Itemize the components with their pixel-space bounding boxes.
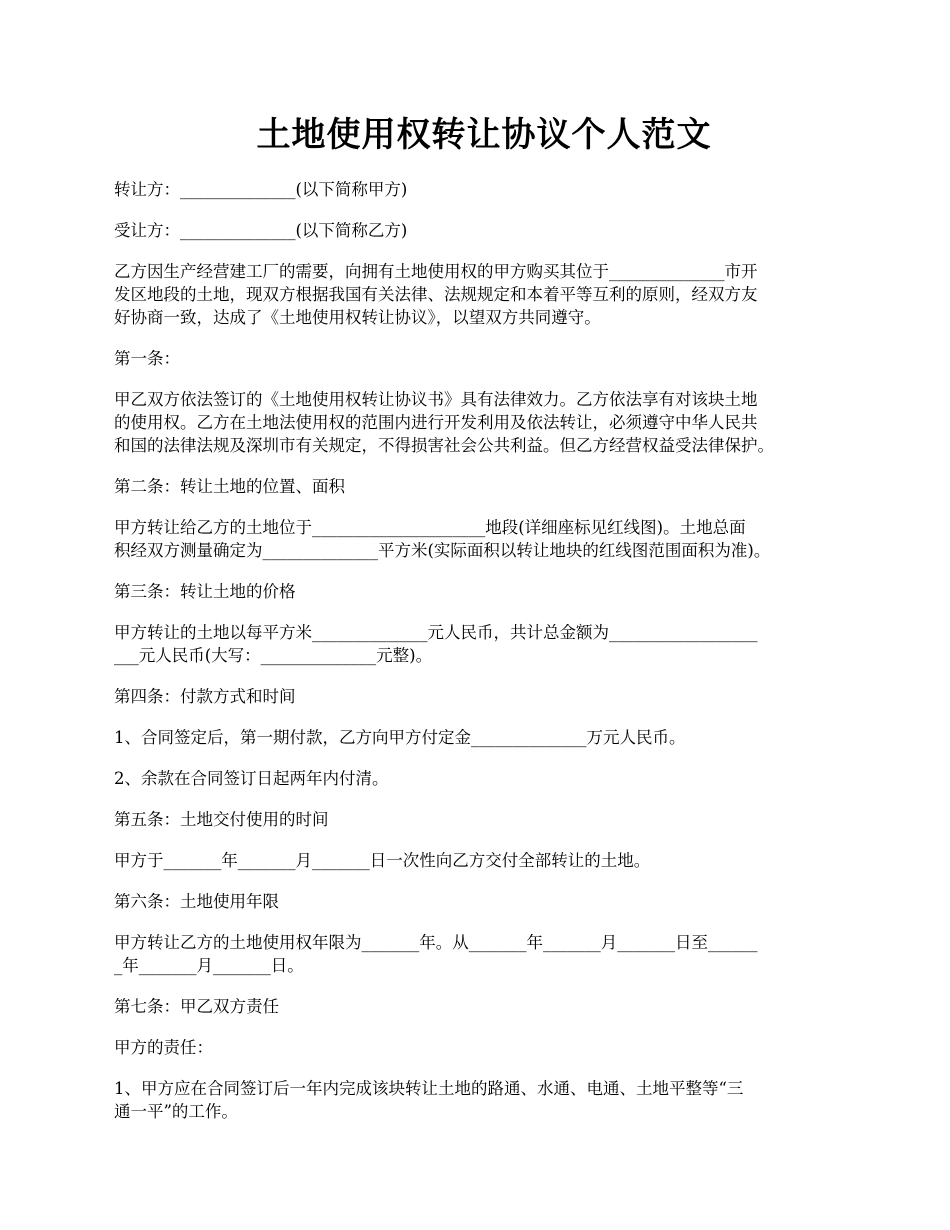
party-a-duty-1: 1、甲方应在合同签订后一年内完成该块转让土地的路通、水通、电通、土地平整等“三 通一平”的工作。	[114, 1079, 744, 1121]
article-2-heading: 第二条：转让土地的位置、面积	[114, 477, 345, 496]
party-a-duties-heading: 甲方的责任：	[114, 1038, 213, 1057]
article-3-body: 甲方转让的土地以每平方米______________元人民币，共计总金额为__________________ ___元人民币(大写：______________元整)。	[114, 623, 758, 665]
article-5-heading: 第五条：土地交付使用的时间	[114, 810, 329, 829]
party-a-line: 转让方：______________(以下简称甲方)	[114, 180, 408, 199]
article-6-body: 甲方转让乙方的土地使用权年限为_______年。从_______年_______月_______日至______ _年_______月_______日。	[114, 933, 758, 975]
document-page	[114, 110, 854, 1141]
party-b-line: 受让方：______________(以下简称乙方)	[114, 221, 408, 240]
preamble-paragraph: 乙方因生产经营建工厂的需要，向拥有土地使用权的甲方购买其位于______________市开 发区地段的土地，现双方根据我国有关法律、法规规定和本着平等互利的原则，经双方友 好协商一致，达成了《土地使用权转让协议》，以望双方共同遵守。	[114, 262, 758, 327]
article-6-heading: 第六条：土地使用年限	[114, 892, 279, 911]
article-3-heading: 第三条：转让土地的价格	[114, 582, 296, 601]
article-1-heading: 第一条：	[114, 349, 180, 368]
article-4-item-1: 1、合同签定后，第一期付款，乙方向甲方付定金______________万元人民币。	[114, 728, 686, 747]
article-2-body: 甲方转让给乙方的土地位于_____________________地段(详细座标见红线图)。土地总面 积经双方测量确定为______________平方米(实际面积以转让地块的红线图范围面积为准)。	[114, 518, 771, 560]
article-7-heading: 第七条：甲乙双方责任	[114, 997, 279, 1016]
document-title: 土地使用权转让协议个人范文	[256, 115, 712, 155]
article-5-body: 甲方于_______年_______月_______日一次性向乙方交付全部转让的土地。	[114, 851, 651, 870]
article-4-heading: 第四条：付款方式和时间	[114, 687, 296, 706]
article-4-item-2: 2、余款在合同签订日起两年内付清。	[114, 769, 389, 788]
article-1-body: 甲乙双方依法签订的《土地使用权转让协议书》具有法律效力。乙方依法享有对该块土地 的使用权。乙方在土地法使用权的范围内进行开发利用及依法转让，必须遵守中华人民共 和国的法律法规及深圳市有关规定，不得损害社会公共利益。但乙方经营权益受法律保护。	[114, 390, 774, 455]
